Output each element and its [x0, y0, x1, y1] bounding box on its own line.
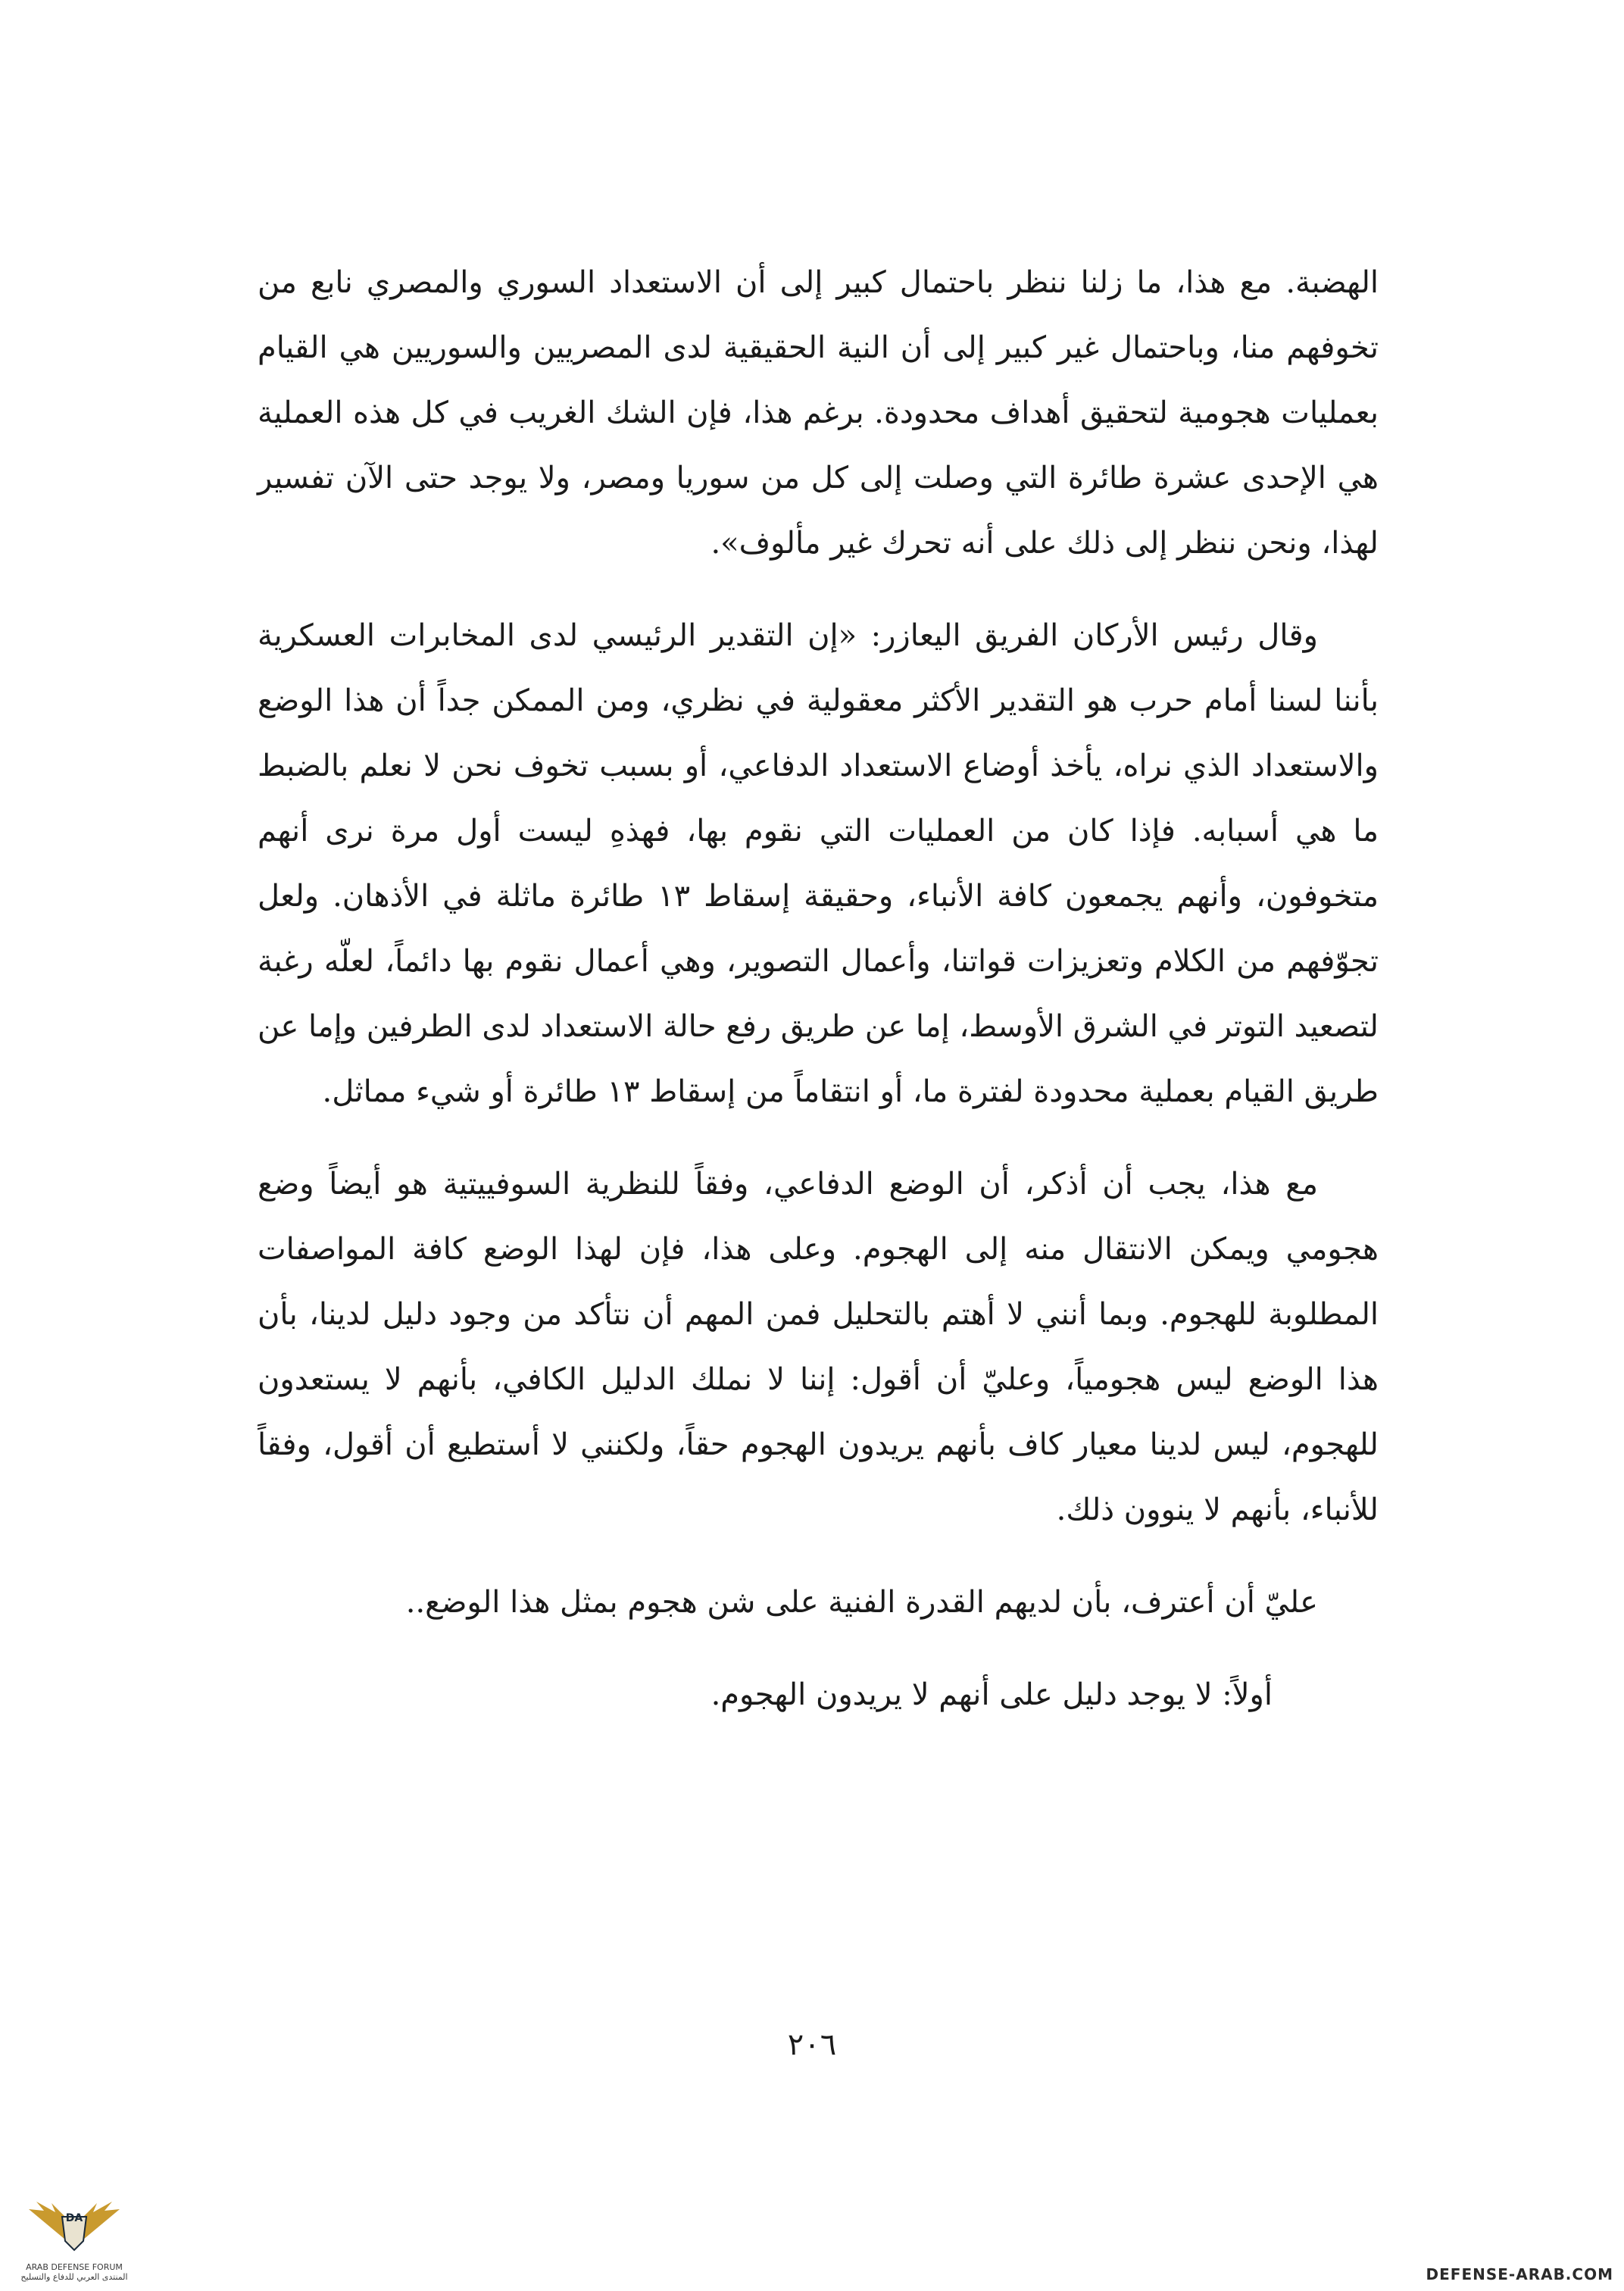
- paragraph-4: عليّ أن أعترف، بأن لديهم القدرة الفنية على شن هجوم بمثل هذا الوضع..: [405, 1585, 1318, 1620]
- logo-text-en: ARAB DEFENSE FORUM: [26, 2262, 123, 2272]
- list-item-first: أولاً: لا يوجد دليل على أنهم لا يريدون الهجوم.: [710, 1677, 1273, 1712]
- paragraph-1: الهضبة. مع هذا، ما زلنا ننظر باحتمال كبير إلى أن الاستعداد السوري والمصري نابع من تخوفهم منا، وباحتمال غير كبير إلى أن النية الحقيقية لدى المصريين والسوريين هي القيام بعمليات هجومية لتحقيق أهداف محدودة. برغم هذا، فإن الشك الغريب في كل هذه العملية هي الإحدى عشرة طائرة التي وصلت إلى كل من سوريا ومصر، ولا يوجد حتى الآن تفسير لهذا، ونحن ننظر إلى ذلك على أنه تحرك غير مألوف».: [258, 265, 1379, 561]
- paragraph-2: وقال رئيس الأركان الفريق اليعازر: «إن التقدير الرئيسي لدى المخابرات العسكرية بأننا لسنا أمام حرب هو التقدير الأكثر معقولية في نظري، ومن الممكن جداً أن هذا الوضع والاستعداد الذي نراه، يأخذ أوضاع الاستعداد الدفاعي، أو بسبب تخوف نحن لا نعلم بالضبط ما هي أسبابه. فإذا كان من العمليات التي نقوم بها، فهذهِ ليست أول مرة نرى أنهم متخوفون، وأنهم يجمعون كافة الأنباء، وحقيقة إسقاط ١٣ طائرة ماثلة في الأذهان. ولعل تجوّفهم من الكلام وتعزيزات قواتنا، وأعمال التصوير، وهي أعمال نقوم بها دائماً، لعلّه رغبة لتصعيد التوتر في الشرق الأوسط، إما عن طريق رفع حالة الاستعداد لدى الطرفين وإما عن طريق القيام بعملية محدودة لفترة ما، أو انتقاماً من إسقاط ١٣ طائرة أو شيء مماثل.: [258, 618, 1379, 1109]
- forum-logo: [14, 2194, 135, 2283]
- page-number: ٢٠٦: [787, 2027, 837, 2062]
- logo-text-ar: المنتدى العربي للدفاع والتسليح: [20, 2272, 128, 2282]
- body-text: [258, 250, 1379, 1727]
- logo-mark: DA: [65, 2212, 83, 2224]
- paragraph-3: مع هذا، يجب أن أذكر، أن الوضع الدفاعي، وفقاً للنظرية السوفييتية هو أيضاً وضع هجومي ويمكن الانتقال منه إلى الهجوم. وعلى هذا، فإن لهذا الوضع كافة المواصفات المطلوبة للهجوم. وبما أنني لا أهتم بالتحليل فمن المهم أن نتأكد من وجود دليل لدينا، بأن هذا الوضع ليس هجومياً، وعليّ أن أقول: إننا لا نملك الدليل الكافي، بأنهم لا يستعدون للهجوم، ليس لدينا معيار كاف بأنهم يريدون الهجوم حقاً، ولكنني لا أستطيع أن أقول، وفقاً للأنباء، بأنهم لا ينوون ذلك.: [258, 1167, 1379, 1527]
- wings-emblem-icon: [14, 2194, 135, 2262]
- site-watermark: DEFENSE-ARAB.COM: [1426, 2265, 1613, 2283]
